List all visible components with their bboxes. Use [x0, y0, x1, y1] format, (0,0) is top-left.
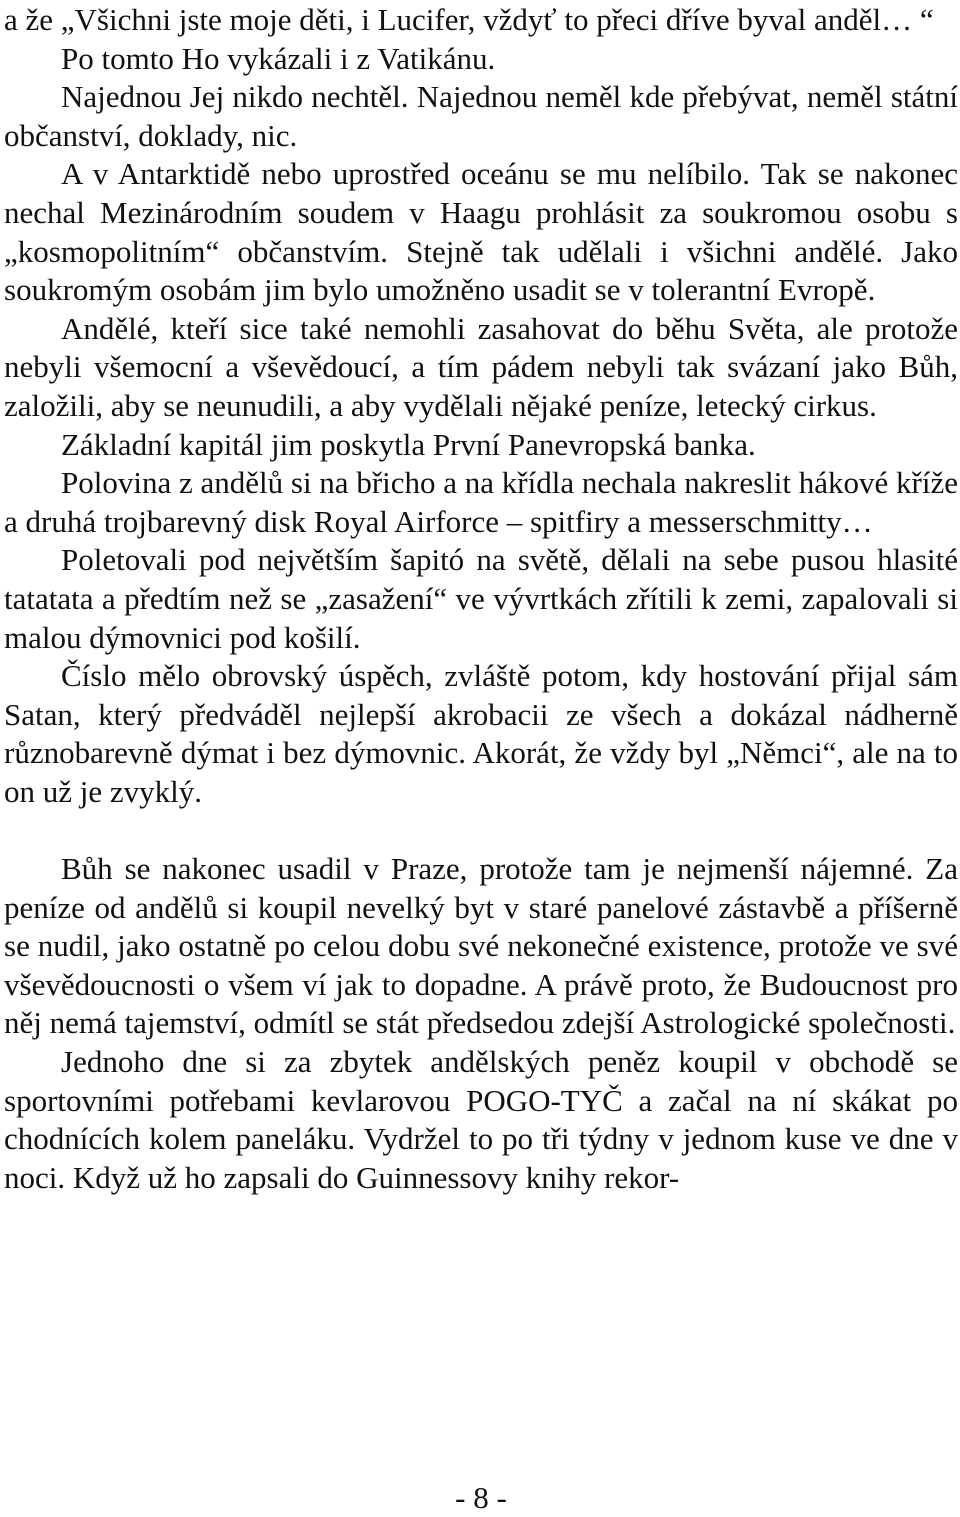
paragraph: Poletovali pod největším šapitó na světě, dělali na sebe pusou hlasité tatatata a předtím než se „zasažení“ ve vývrtkách zřítili k zemi, zapalovali si malou dýmovnici pod košilí. — [4, 542, 958, 655]
paragraph: Základní kapitál jim poskytla První Panevropská banka. — [61, 426, 756, 462]
paragraph: Najednou Jej nikdo nechtěl. Najednou neměl kde přebývat, neměl státní občanství, doklady, nic. — [4, 79, 958, 153]
paragraph: A v Antarktidě nebo uprostřed oceánu se mu nelíbilo. Tak se nakonec nechal Mezinárodním soudem v Haagu prohlásit za soukromou osobu s „kosmopolitním“ občanstvím. Stejně tak udělali i všichni andělé. Jako soukromým osobám jim bylo umožněno usadit se v tolerantní Evropě. — [4, 156, 958, 308]
paragraph: Andělé, kteří sice také nemohli zasahovat do běhu Světa, ale protože nebyli všemocní a vševědoucí, a tím pádem nebyli tak svázaní jako Bůh, založili, aby se neunudili, a aby vydělali nějaké peníze, letecký cirkus. — [4, 310, 958, 423]
paragraph: Polovina z andělů si na břicho a na křídla nechala nakreslit hákové kříže a druhá trojbarevný disk Royal Airforce – spitfiry a messerschmitty… — [4, 465, 958, 539]
paragraph: Bůh se nakonec usadil v Praze, protože tam je nejmenší nájemné. Za peníze od andělů si koupil nevelký byt v staré panelové zástavbě a příšerně se nudil, jako ostatně po celou dobu své nekonečné existence, protože ve své vševědoucnosti o všem ví jak to dopadne. A právě proto, že Budoucnost pro něj nemá tajemství, odmítl se stát předsedou zdejší Astrologické společnosti. — [4, 851, 958, 1041]
document-page — [4, 0, 958, 1515]
blank-line — [4, 811, 958, 850]
paragraph: Číslo mělo obrovský úspěch, zvláště potom, kdy hostování přijal sám Satan, který předváděl nejlepší akrobacii ze všech a dokázal nádherně různobarevně dýmat i bez dýmovnic. Akorát, že vždy byl „Němci“, ale na to on už je zvyklý. — [4, 658, 958, 809]
page-number: - 8 - — [455, 1480, 507, 1515]
paragraph: Po tomto Ho vykázali i z Vatikánu. — [61, 40, 496, 76]
paragraph: Jednoho dne si za zbytek andělských peněz koupil v obchodě se sportovními potřebami kevlarovou POGO-TYČ a začal na ní skákat po chodnících kolem paneláku. Vydržel to po tři týdny v jednom kuse ve dne v noci. Když už ho zapsali do Guinnessovy knihy rekor- — [4, 1044, 958, 1195]
body-text — [4, 1, 958, 1197]
paragraph-continued: a že „Všichni jste moje děti, i Lucifer, vždyť to přeci dříve byval anděl… “ — [4, 2, 934, 37]
